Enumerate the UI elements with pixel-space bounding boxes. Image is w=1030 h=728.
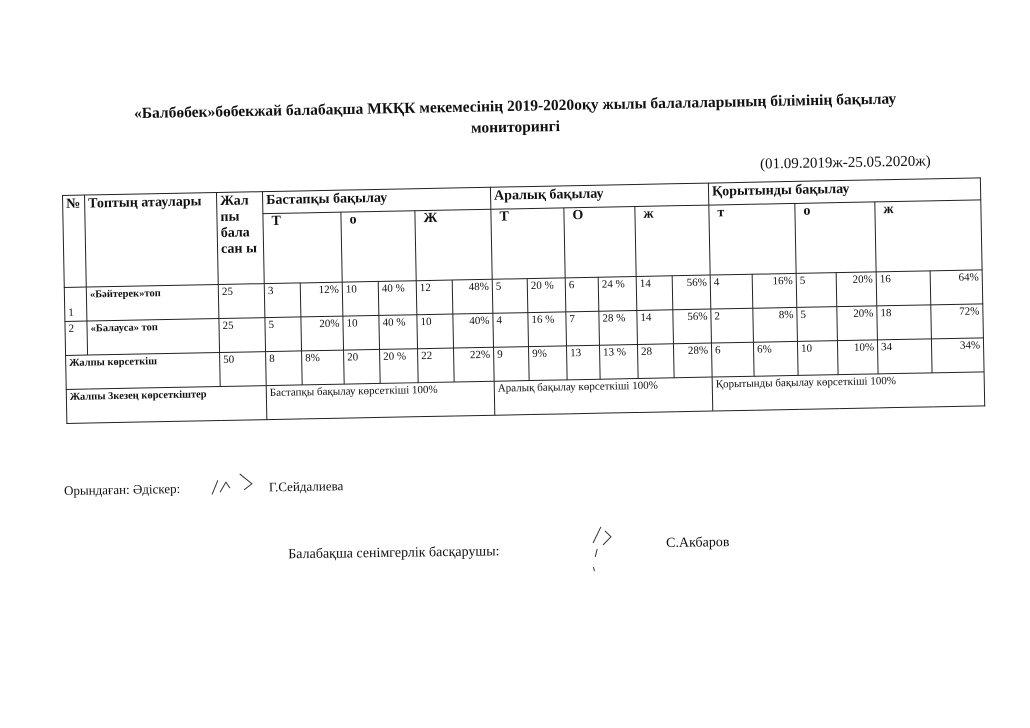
- header-start-zh: Ж: [415, 209, 492, 280]
- table-cell: 20%: [836, 272, 877, 307]
- row-number: 2: [65, 321, 88, 355]
- group-name: «Бәйтерек»топ: [86, 285, 219, 322]
- end-summary: Қорытынды бақылау көрсеткіші 100%: [712, 372, 985, 411]
- total-children: 25: [219, 318, 266, 353]
- signature-scribble-2: [583, 524, 634, 580]
- table-cell: 16 %: [528, 312, 567, 347]
- header-group-names: Топтың атаулары: [85, 193, 219, 288]
- table-cell: 18: [877, 305, 932, 340]
- total-children: 25: [218, 284, 265, 319]
- table-cell: 56%: [672, 275, 711, 310]
- table-cell: 40%: [453, 313, 494, 348]
- header-total-children: Жал пы бала сан ы: [216, 192, 264, 285]
- table-cell: 4: [710, 274, 753, 309]
- header-number: №: [63, 195, 87, 287]
- table-cell: 40 %: [378, 281, 417, 316]
- manager-signature-block: [288, 535, 758, 563]
- table-cell: 10: [342, 281, 379, 316]
- table-cell: 56%: [673, 309, 712, 344]
- title-line-1: «Балбөбек»бөбекжай балабақша МКҚК мекемесінің 2019-2020оқу жылы балалаларының білімінің бақылау: [133, 90, 897, 123]
- table-cell: 10: [797, 341, 838, 376]
- group-name: «Балауса» топ: [87, 319, 220, 356]
- table-cell: 48%: [452, 279, 493, 314]
- table-cell: 20 %: [380, 349, 419, 384]
- table-cell: 8%: [302, 350, 345, 385]
- table-cell: 10: [417, 314, 454, 349]
- total-row-label: Жалпы көрсеткіш: [66, 353, 221, 390]
- table-cell: 34%: [931, 338, 984, 373]
- executor-label: Орындаған: Әдіскер:: [63, 480, 181, 499]
- table-cell: 3: [264, 283, 301, 318]
- signature-scribble-1: [204, 470, 265, 501]
- table-cell: 12%: [300, 282, 343, 317]
- table-cell: 28 %: [599, 310, 638, 345]
- table-cell: 14: [636, 276, 673, 311]
- table-cell: 16: [876, 271, 931, 306]
- header-mid-o: О: [564, 207, 636, 278]
- monitoring-table: [62, 177, 985, 424]
- table-cell: 5: [797, 307, 838, 342]
- row-number: 1: [64, 287, 87, 321]
- table-cell: 40 %: [379, 315, 418, 350]
- table-cell: 8%: [753, 307, 798, 342]
- table-cell: 6: [711, 342, 754, 377]
- table-cell: 10%: [837, 340, 878, 375]
- mid-summary: Аралық бақылау көрсеткіші 100%: [494, 377, 713, 415]
- header-start-o: о: [341, 211, 416, 282]
- table-cell: 10: [343, 315, 380, 350]
- stage-summary-label: Жалпы 3кезең көрсеткіштер: [66, 386, 267, 424]
- header-mid-zh: ж: [635, 205, 710, 276]
- table-cell: 20 %: [527, 278, 566, 313]
- header-start-control: Бастапқы бақылау: [262, 187, 490, 213]
- table-cell: 22%: [454, 347, 495, 382]
- monitoring-table-wrapper: [62, 177, 985, 424]
- header-start-t: Т: [263, 212, 342, 283]
- table-cell: 9: [494, 347, 530, 382]
- table-cell: 72%: [931, 304, 984, 339]
- table-cell: 24 %: [598, 276, 637, 311]
- table-cell: 34: [877, 339, 932, 374]
- table-cell: 7: [566, 311, 600, 346]
- table-cell: 4: [493, 313, 529, 348]
- table-cell: 22: [418, 348, 455, 383]
- table-cell: 20: [344, 349, 381, 384]
- manager-name: С.Акбаров: [665, 535, 730, 552]
- table-cell: 5: [796, 273, 837, 308]
- table-cell: 12: [416, 280, 453, 315]
- table-cell: 16%: [752, 273, 797, 308]
- document-title: [90, 88, 941, 146]
- total-children: 50: [220, 352, 267, 387]
- executor-name: Г.Сейдалиева: [268, 478, 344, 495]
- table-cell: 13: [566, 345, 600, 380]
- manager-label: Балабақша сенімгерлік басқарушы:: [288, 544, 500, 563]
- table-cell: 5: [492, 279, 528, 314]
- table-cell: 64%: [930, 270, 983, 305]
- table-cell: 28%: [673, 343, 712, 378]
- table-cell: 13 %: [599, 344, 638, 379]
- header-end-zh: ж: [875, 200, 982, 272]
- header-end-t: т: [709, 203, 796, 275]
- table-cell: 28: [637, 344, 674, 379]
- header-end-o: о: [795, 202, 876, 274]
- table-cell: 2: [711, 308, 754, 343]
- header-end-control: Қорытынды бақылау: [708, 178, 980, 205]
- start-summary: Бастапқы бақылау көрсеткіші 100%: [266, 381, 495, 419]
- header-mid-t: Т: [491, 208, 565, 279]
- table-cell: 6%: [753, 341, 798, 376]
- title-line-2: мониторингі: [470, 117, 561, 137]
- header-mid-control: Аралық бақылау: [490, 183, 708, 209]
- table-cell: 5: [265, 317, 302, 352]
- table-cell: 14: [637, 310, 674, 345]
- table-cell: 20%: [301, 316, 344, 351]
- executor-signature-block: [63, 478, 344, 499]
- table-cell: 8: [266, 351, 303, 386]
- date-range: (01.09.2019ж-25.05.2020ж): [759, 153, 931, 173]
- table-cell: 20%: [837, 306, 878, 341]
- table-cell: 6: [565, 277, 599, 312]
- table-cell: 9%: [528, 346, 567, 381]
